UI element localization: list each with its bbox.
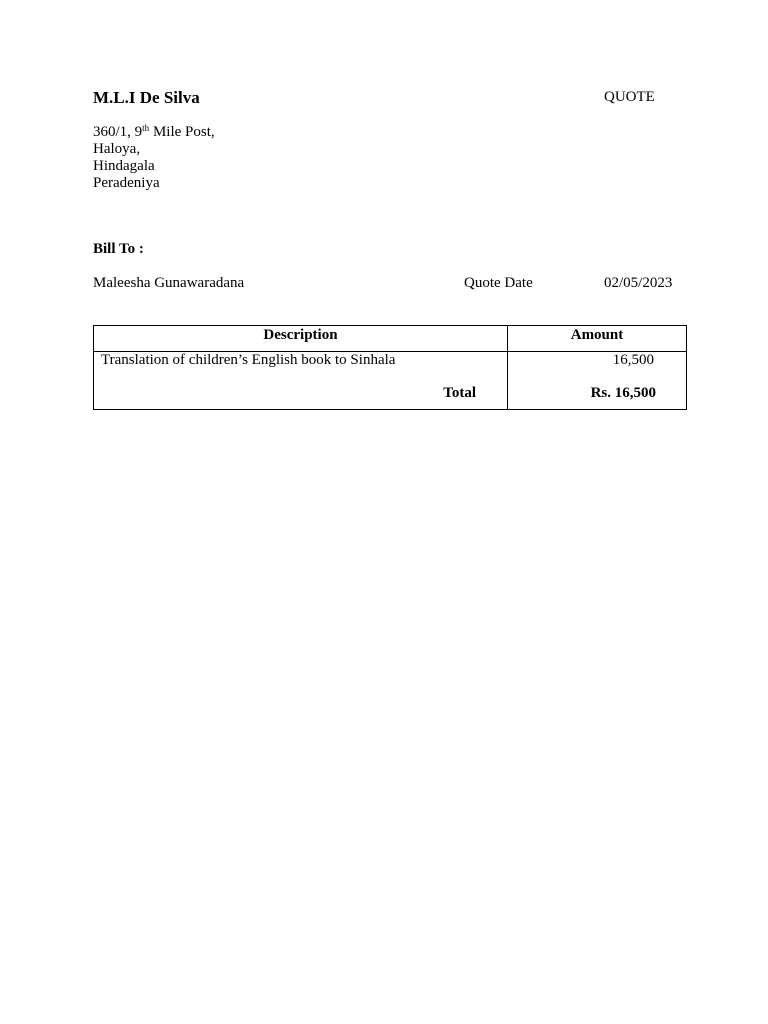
client-name: Maleesha Gunawaradana xyxy=(93,275,245,291)
address-line-3: Hindagala xyxy=(93,158,155,174)
sender-name: M.L.I De Silva xyxy=(93,88,200,107)
address-line-1-post: Mile Post, xyxy=(149,124,215,140)
item-description: Translation of children’s English book to Sinhala xyxy=(101,352,396,368)
sender-address xyxy=(93,124,215,192)
item-amount: 16,500 xyxy=(612,352,654,368)
header-amount: Amount xyxy=(570,327,624,343)
address-line-1-sup: th xyxy=(142,123,150,133)
address-line-2: Haloya, xyxy=(93,141,141,157)
quote-date-value: 02/05/2023 xyxy=(604,275,673,291)
document-type: QUOTE xyxy=(604,89,655,105)
address-line-1 xyxy=(93,124,215,141)
address-line-4: Peradeniya xyxy=(93,175,160,191)
total-value: Rs. 16,500 xyxy=(590,385,656,401)
items-table xyxy=(93,325,687,410)
address-line-1-pre: 360/1, 9 xyxy=(93,124,143,140)
header-description: Description xyxy=(263,327,338,343)
total-label: Total xyxy=(443,385,476,401)
quote-date-label: Quote Date xyxy=(464,275,533,291)
bill-to-label: Bill To : xyxy=(93,241,144,257)
